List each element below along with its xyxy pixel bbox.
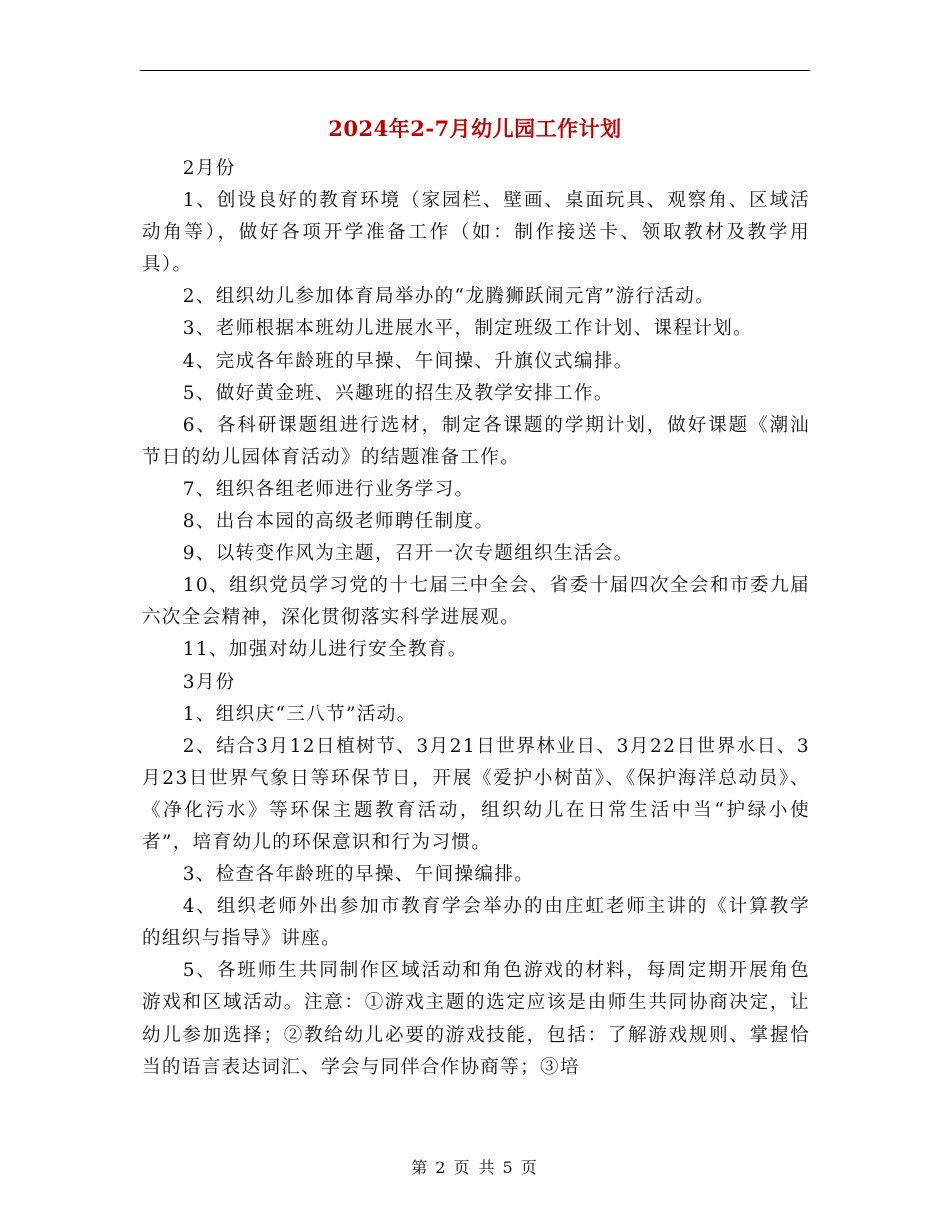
paragraph: 4、组织老师外出参加市教育学会举办的由庄虹老师主讲的《计算教学的组织与指导》讲座。	[142, 896, 810, 950]
paragraph: 7、组织各组老师进行业务学习。	[182, 478, 475, 500]
footer-middle: 页 共	[453, 1158, 497, 1177]
document-body	[142, 153, 810, 1084]
footer-total-pages: 5	[502, 1158, 515, 1177]
paragraph: 10、组织党员学习党的十七届三中全会、省委十届四次全会和市委九届六次全会精神，深化贯彻落实科学进展观。	[142, 575, 810, 629]
paragraph: 2、组织幼儿参加体育局举办的“龙腾狮跃闹元宵”游行活动。	[182, 286, 716, 308]
paragraph: 1、组织庆“三八节”活动。	[182, 703, 417, 725]
document-title: 2024年2-7月幼儿园工作计划	[328, 116, 622, 141]
paragraph: 5、做好黄金班、兴趣班的招生及教学安排工作。	[182, 382, 614, 404]
page-footer	[0, 1155, 950, 1178]
paragraph: 8、出台本园的高级老师聘任制度。	[182, 511, 495, 533]
paragraph: 6、各科研课题组进行选材，制定各课题的学期计划，做好课题《潮汕节日的幼儿园体育活动》的结题准备工作。	[142, 414, 810, 468]
paragraph: 3月份	[182, 671, 236, 693]
paragraph: 3、检查各年龄班的早操、午间操编排。	[182, 864, 535, 886]
footer-page-number: 2	[435, 1158, 448, 1177]
footer-suffix: 页	[520, 1158, 539, 1177]
paragraph: 3、老师根据本班幼儿进展水平，制定班级工作计划、课程计划。	[182, 318, 754, 340]
paragraph: 2月份	[182, 158, 236, 179]
paragraph: 2、结合3月12日植树节、3月21日世界林业日、3月22日世界水日、3月23日世界气象日等环保节日，开展《爱护小树苗》、《保护海洋总动员》、《净化污水》等环保主题教育活动，组织幼儿在日常生活中当“护绿小使者”，培育幼儿的环保意识和行为习惯。	[142, 735, 810, 853]
paragraph: 5、各班师生共同制作区域活动和角色游戏的材料，每周定期开展角色游戏和区域活动。注意：①游戏主题的选定应该是由师生共同协商决定，让幼儿参加选择；②教给幼儿必要的游戏技能，包括：了解游戏规则、掌握恰当的语言表达词汇、学会与同伴合作协商等；③培	[142, 960, 810, 1078]
paragraph: 4、完成各年龄班的早操、午间操、升旗仪式编排。	[182, 350, 634, 372]
paragraph: 11、加强对幼儿进行安全教育。	[182, 639, 468, 661]
paragraph: 1、创设良好的教育环境（家园栏、壁画、桌面玩具、观察角、区域活动角等），做好各项开学准备工作（如：制作接送卡、领取教材及教学用具）。	[142, 190, 810, 276]
footer-prefix: 第	[411, 1158, 430, 1177]
header-rule	[140, 70, 810, 71]
paragraph: 9、以转变作风为主题，召开一次专题组织生活会。	[182, 543, 634, 565]
